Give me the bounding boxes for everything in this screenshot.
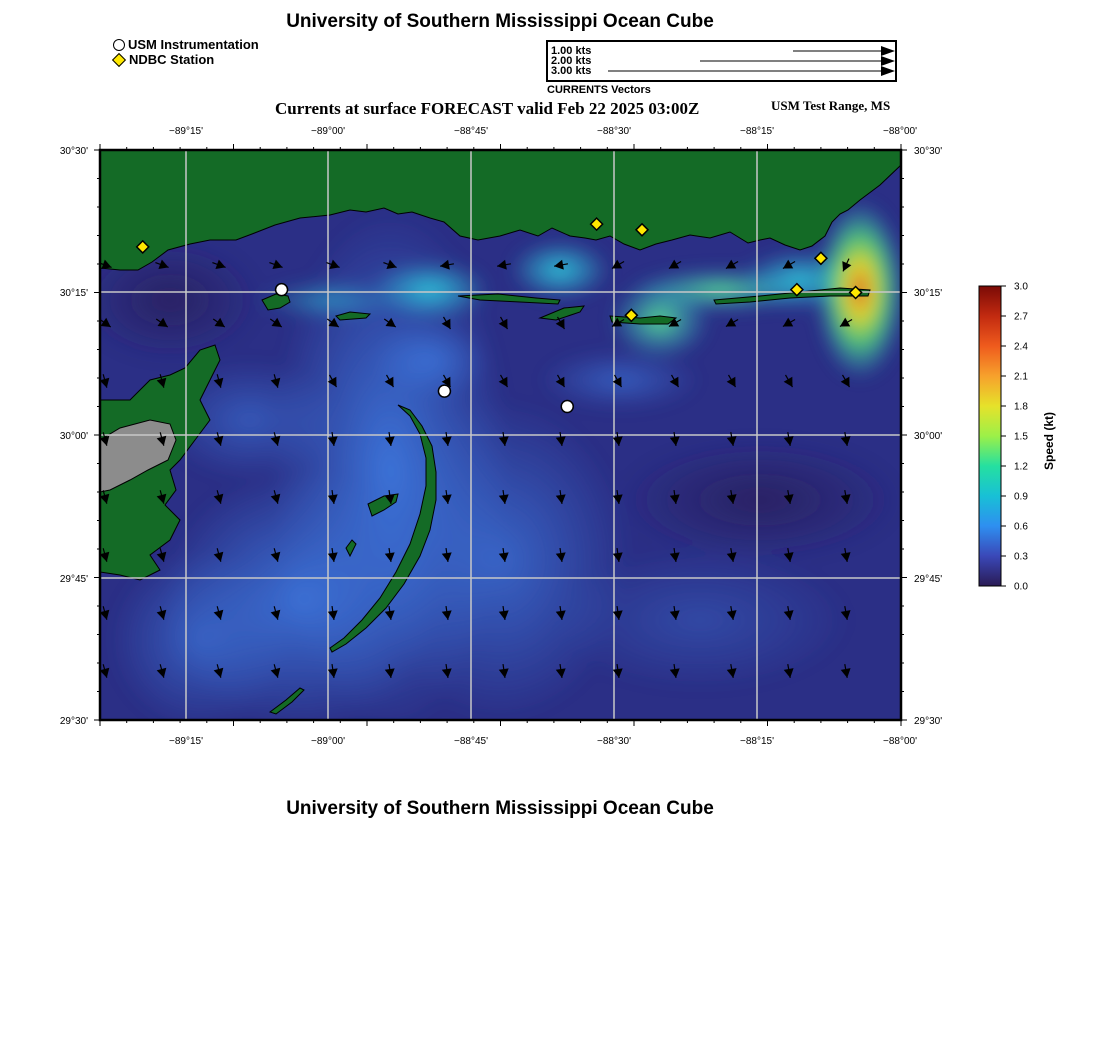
colorbar-ticks — [1001, 282, 1028, 593]
usm-instrument-marker — [561, 401, 573, 413]
colorbar-tick-label: 0.9 — [1014, 491, 1028, 503]
lat-label-left-3: 30°00' — [59, 431, 88, 442]
bottom-lon-labels — [169, 736, 917, 747]
colorbar-tick-label: 2.7 — [1014, 311, 1028, 323]
right-lat-labels — [914, 146, 942, 727]
colorbar-tick-label: 0.6 — [1014, 521, 1028, 533]
colorbar-tick-label: 0.0 — [1014, 581, 1028, 593]
colorbar-ramp — [979, 286, 1001, 586]
lon-label-top-2: −89°00' — [311, 126, 345, 137]
lon-label-bottom-5: −88°15' — [740, 736, 774, 747]
left-lat-labels — [60, 146, 88, 727]
lon-label-top-6: −88°00' — [883, 126, 917, 137]
speed-colorbar — [979, 282, 1028, 593]
colorbar-tick-label: 0.3 — [1014, 551, 1028, 563]
vector-key-row-2: 2.00 kts — [551, 55, 592, 67]
vector-key-row-1: 1.00 kts — [551, 45, 592, 57]
colorbar-tick-label: 1.5 — [1014, 431, 1028, 443]
colorbar-tick-label: 3.0 — [1014, 281, 1028, 293]
footer-title: University of Southern Mississippi Ocean Cube — [286, 798, 714, 819]
colorbar-tick-label: 2.1 — [1014, 371, 1028, 383]
lat-label-right-3: 30°00' — [914, 431, 943, 442]
lon-label-bottom-2: −89°00' — [311, 736, 345, 747]
lat-label-left-1: 30°30' — [59, 146, 88, 157]
lat-label-left-2: 30°15' — [59, 288, 88, 299]
lon-label-top-4: −88°30' — [597, 126, 631, 137]
usm-instrument-marker — [276, 284, 288, 296]
lon-label-bottom-3: −88°45' — [454, 736, 488, 747]
page-title: University of Southern Mississippi Ocean Cube — [286, 11, 714, 32]
lat-label-right-5: 29°30' — [914, 716, 943, 727]
lon-label-top-3: −88°45' — [454, 126, 488, 137]
lat-label-left-4: 29°45' — [59, 574, 88, 585]
speed-field — [80, 150, 905, 730]
vector-key-row-3: 3.00 kts — [551, 65, 592, 77]
region-label: USM Test Range, MS — [771, 98, 891, 113]
colorbar-label: Speed (kt) — [1042, 411, 1056, 470]
lon-label-top-5: −88°15' — [740, 126, 774, 137]
lat-label-right-4: 29°45' — [914, 574, 943, 585]
lon-label-bottom-4: −88°30' — [597, 736, 631, 747]
lon-label-top-1: −89°15' — [169, 126, 203, 137]
usm-instrument-marker — [438, 385, 450, 397]
lat-label-right-1: 30°30' — [914, 146, 943, 157]
vector-key-caption: CURRENTS Vectors — [547, 84, 651, 96]
top-lon-labels — [169, 126, 917, 137]
colorbar-tick-label: 1.2 — [1014, 461, 1028, 473]
legend-ndbc-label: NDBC Station — [129, 52, 215, 67]
lat-label-right-2: 30°15' — [914, 288, 943, 299]
lat-label-left-5: 29°30' — [59, 716, 88, 727]
colorbar-tick-label: 2.4 — [1014, 341, 1028, 353]
legend-usm-label: USM Instrumentation — [128, 37, 259, 52]
lon-label-bottom-1: −89°15' — [169, 736, 203, 747]
colorbar-tick-label: 1.8 — [1014, 401, 1028, 413]
lon-label-bottom-6: −88°00' — [883, 736, 917, 747]
forecast-subtitle: Currents at surface FORECAST valid Feb 22 2025 03:00Z — [275, 99, 700, 118]
